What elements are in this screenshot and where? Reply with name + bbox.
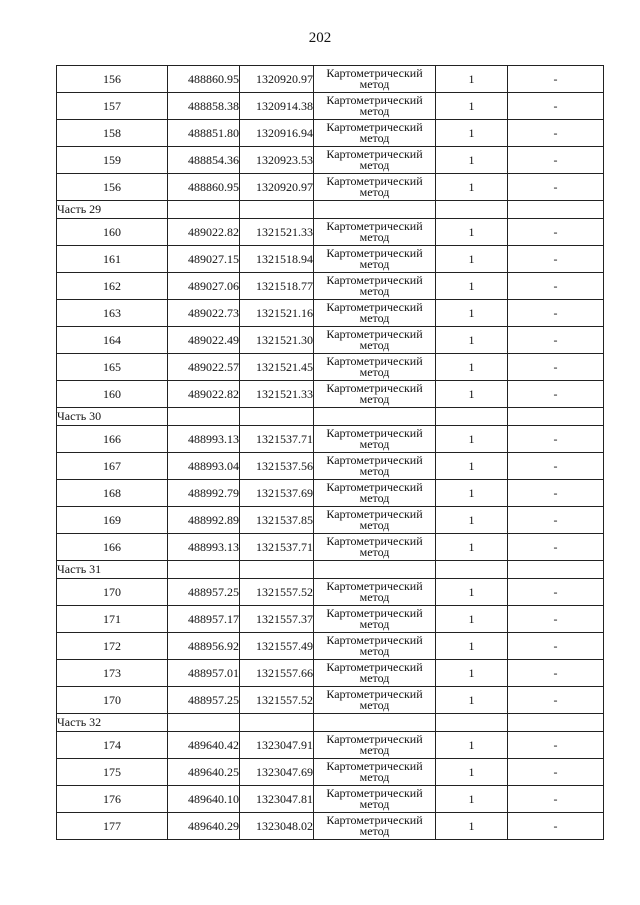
description-cell: - [508, 300, 604, 327]
method-line1: Картометрический [326, 579, 423, 593]
method-cell [314, 507, 436, 534]
method-line2: метод [359, 518, 390, 532]
point-number-cell: 159 [57, 147, 168, 174]
y-coordinate-cell: 1321521.33 [240, 219, 314, 246]
y-coordinate-cell: 1321557.49 [240, 633, 314, 660]
method-line1: Картометрический [326, 147, 423, 161]
y-coordinate-cell: 1323048.02 [240, 813, 314, 840]
y-coordinate-cell: 1320916.94 [240, 120, 314, 147]
method-line1: Картометрический [326, 507, 423, 521]
method-line1: Картометрический [326, 534, 423, 548]
empty-cell [314, 408, 436, 426]
page-number: 202 [308, 30, 332, 46]
empty-cell [168, 714, 240, 732]
description-cell: - [508, 120, 604, 147]
x-coordinate-cell: 489640.42 [168, 732, 240, 759]
method-line1: Картометрический [326, 381, 423, 395]
method-line1: Картометрический [326, 759, 423, 773]
x-coordinate-cell: 488957.17 [168, 606, 240, 633]
description-cell: - [508, 219, 604, 246]
point-number-cell: 160 [57, 381, 168, 408]
accuracy-cell: 1 [436, 660, 508, 687]
method-line2: метод [359, 365, 390, 379]
description-cell: - [508, 786, 604, 813]
accuracy-cell: 1 [436, 66, 508, 93]
table-row [57, 174, 604, 201]
description-cell: - [508, 246, 604, 273]
part-label: Часть 31 [57, 561, 168, 579]
method-line1: Картометрический [326, 93, 423, 107]
x-coordinate-cell: 489640.29 [168, 813, 240, 840]
method-line1: Картометрический [326, 273, 423, 287]
method-line2: метод [359, 230, 390, 244]
y-coordinate-cell: 1321521.33 [240, 381, 314, 408]
empty-cell [436, 714, 508, 732]
method-line2: метод [359, 284, 390, 298]
method-cell [314, 219, 436, 246]
table-row [57, 732, 604, 759]
method-cell [314, 147, 436, 174]
table-row [57, 813, 604, 840]
y-coordinate-cell: 1321537.71 [240, 426, 314, 453]
method-cell [314, 579, 436, 606]
description-cell: - [508, 93, 604, 120]
empty-cell [168, 408, 240, 426]
method-cell [314, 381, 436, 408]
table-row [57, 453, 604, 480]
table-row [57, 426, 604, 453]
method-line2: метод [359, 185, 390, 199]
method-line2: метод [359, 257, 390, 271]
x-coordinate-cell: 489022.49 [168, 327, 240, 354]
accuracy-cell: 1 [436, 687, 508, 714]
accuracy-cell: 1 [436, 93, 508, 120]
accuracy-cell: 1 [436, 147, 508, 174]
x-coordinate-cell: 489022.82 [168, 381, 240, 408]
accuracy-cell: 1 [436, 759, 508, 786]
point-number-cell: 158 [57, 120, 168, 147]
empty-cell [508, 714, 604, 732]
y-coordinate-cell: 1320920.97 [240, 66, 314, 93]
point-number-cell: 164 [57, 327, 168, 354]
y-coordinate-cell: 1323047.81 [240, 786, 314, 813]
method-cell [314, 786, 436, 813]
method-line2: метод [359, 158, 390, 172]
table-row [57, 66, 604, 93]
x-coordinate-cell: 489027.15 [168, 246, 240, 273]
description-cell: - [508, 633, 604, 660]
accuracy-cell: 1 [436, 426, 508, 453]
description-cell: - [508, 534, 604, 561]
point-number-cell: 165 [57, 354, 168, 381]
method-line1: Картометрический [326, 426, 423, 440]
table-row [57, 120, 604, 147]
method-line1: Картометрический [326, 813, 423, 827]
method-cell [314, 174, 436, 201]
table-row [57, 507, 604, 534]
accuracy-cell: 1 [436, 273, 508, 300]
y-coordinate-cell: 1320920.97 [240, 174, 314, 201]
table-row [57, 354, 604, 381]
point-number-cell: 166 [57, 534, 168, 561]
accuracy-cell: 1 [436, 480, 508, 507]
empty-cell [168, 561, 240, 579]
method-line1: Картометрический [326, 606, 423, 620]
point-number-cell: 157 [57, 93, 168, 120]
coordinates-table [56, 65, 604, 840]
x-coordinate-cell: 488851.80 [168, 120, 240, 147]
point-number-cell: 168 [57, 480, 168, 507]
x-coordinate-cell: 489022.82 [168, 219, 240, 246]
point-number-cell: 172 [57, 633, 168, 660]
description-cell: - [508, 507, 604, 534]
method-line1: Картометрический [326, 732, 423, 746]
description-cell: - [508, 453, 604, 480]
empty-cell [240, 408, 314, 426]
description-cell: - [508, 732, 604, 759]
y-coordinate-cell: 1321557.52 [240, 687, 314, 714]
empty-cell [240, 714, 314, 732]
method-cell [314, 66, 436, 93]
method-line2: метод [359, 437, 390, 451]
description-cell: - [508, 579, 604, 606]
table-row [57, 300, 604, 327]
y-coordinate-cell: 1321521.30 [240, 327, 314, 354]
method-cell [314, 273, 436, 300]
accuracy-cell: 1 [436, 534, 508, 561]
method-cell [314, 687, 436, 714]
description-cell: - [508, 327, 604, 354]
description-cell: - [508, 174, 604, 201]
x-coordinate-cell: 489640.10 [168, 786, 240, 813]
y-coordinate-cell: 1321537.56 [240, 453, 314, 480]
x-coordinate-cell: 488860.95 [168, 174, 240, 201]
table-row [57, 480, 604, 507]
empty-cell [508, 201, 604, 219]
accuracy-cell: 1 [436, 507, 508, 534]
description-cell: - [508, 660, 604, 687]
x-coordinate-cell: 488957.25 [168, 579, 240, 606]
method-line1: Картометрический [326, 786, 423, 800]
method-cell [314, 120, 436, 147]
method-line2: метод [359, 545, 390, 559]
part-header-row [57, 561, 604, 579]
table-row [57, 633, 604, 660]
table-row [57, 381, 604, 408]
method-cell [314, 633, 436, 660]
y-coordinate-cell: 1320923.53 [240, 147, 314, 174]
method-line1: Картометрический [326, 66, 423, 80]
method-line1: Картометрический [326, 219, 423, 233]
table-row [57, 759, 604, 786]
empty-cell [314, 561, 436, 579]
point-number-cell: 160 [57, 219, 168, 246]
method-cell [314, 354, 436, 381]
description-cell: - [508, 381, 604, 408]
table-row [57, 660, 604, 687]
accuracy-cell: 1 [436, 300, 508, 327]
x-coordinate-cell: 488854.36 [168, 147, 240, 174]
point-number-cell: 175 [57, 759, 168, 786]
part-header-row [57, 714, 604, 732]
description-cell: - [508, 66, 604, 93]
accuracy-cell: 1 [436, 219, 508, 246]
method-line2: метод [359, 311, 390, 325]
method-cell [314, 93, 436, 120]
point-number-cell: 170 [57, 579, 168, 606]
y-coordinate-cell: 1321521.45 [240, 354, 314, 381]
y-coordinate-cell: 1321518.94 [240, 246, 314, 273]
method-line2: метод [359, 131, 390, 145]
point-number-cell: 169 [57, 507, 168, 534]
part-header-row [57, 201, 604, 219]
y-coordinate-cell: 1320914.38 [240, 93, 314, 120]
table-row [57, 534, 604, 561]
empty-cell [240, 201, 314, 219]
x-coordinate-cell: 488957.25 [168, 687, 240, 714]
y-coordinate-cell: 1321557.52 [240, 579, 314, 606]
description-cell: - [508, 354, 604, 381]
point-number-cell: 174 [57, 732, 168, 759]
table-row [57, 147, 604, 174]
table-row [57, 786, 604, 813]
point-number-cell: 156 [57, 66, 168, 93]
y-coordinate-cell: 1321521.16 [240, 300, 314, 327]
table-row [57, 606, 604, 633]
accuracy-cell: 1 [436, 786, 508, 813]
table-row [57, 219, 604, 246]
y-coordinate-cell: 1323047.69 [240, 759, 314, 786]
method-line2: метод [359, 617, 390, 631]
x-coordinate-cell: 488992.89 [168, 507, 240, 534]
method-cell [314, 426, 436, 453]
method-cell [314, 453, 436, 480]
accuracy-cell: 1 [436, 579, 508, 606]
x-coordinate-cell: 488993.04 [168, 453, 240, 480]
y-coordinate-cell: 1321537.85 [240, 507, 314, 534]
description-cell: - [508, 147, 604, 174]
method-line2: метод [359, 644, 390, 658]
accuracy-cell: 1 [436, 354, 508, 381]
method-line1: Картометрический [326, 120, 423, 134]
x-coordinate-cell: 489027.06 [168, 273, 240, 300]
method-line1: Картометрический [326, 660, 423, 674]
accuracy-cell: 1 [436, 381, 508, 408]
method-line2: метод [359, 671, 390, 685]
x-coordinate-cell: 488956.92 [168, 633, 240, 660]
point-number-cell: 173 [57, 660, 168, 687]
point-number-cell: 176 [57, 786, 168, 813]
method-line2: метод [359, 464, 390, 478]
x-coordinate-cell: 489640.25 [168, 759, 240, 786]
method-cell [314, 327, 436, 354]
method-line2: метод [359, 770, 390, 784]
point-number-cell: 171 [57, 606, 168, 633]
accuracy-cell: 1 [436, 606, 508, 633]
empty-cell [168, 201, 240, 219]
description-cell: - [508, 273, 604, 300]
method-line1: Картометрический [326, 327, 423, 341]
table-row [57, 579, 604, 606]
point-number-cell: 161 [57, 246, 168, 273]
table-row [57, 93, 604, 120]
method-line1: Картометрический [326, 246, 423, 260]
point-number-cell: 166 [57, 426, 168, 453]
coordinates-table-body [57, 66, 604, 840]
method-cell [314, 480, 436, 507]
y-coordinate-cell: 1323047.91 [240, 732, 314, 759]
accuracy-cell: 1 [436, 327, 508, 354]
accuracy-cell: 1 [436, 732, 508, 759]
table-row [57, 273, 604, 300]
x-coordinate-cell: 489022.73 [168, 300, 240, 327]
method-line1: Картометрический [326, 174, 423, 188]
method-line2: метод [359, 392, 390, 406]
empty-cell [436, 201, 508, 219]
description-cell: - [508, 606, 604, 633]
description-cell: - [508, 759, 604, 786]
accuracy-cell: 1 [436, 813, 508, 840]
x-coordinate-cell: 488957.01 [168, 660, 240, 687]
method-line2: метод [359, 797, 390, 811]
point-number-cell: 162 [57, 273, 168, 300]
accuracy-cell: 1 [436, 174, 508, 201]
empty-cell [314, 201, 436, 219]
x-coordinate-cell: 489022.57 [168, 354, 240, 381]
table-row [57, 687, 604, 714]
method-line2: метод [359, 698, 390, 712]
table-row [57, 327, 604, 354]
table-row [57, 246, 604, 273]
method-cell [314, 300, 436, 327]
y-coordinate-cell: 1321537.71 [240, 534, 314, 561]
accuracy-cell: 1 [436, 453, 508, 480]
x-coordinate-cell: 488860.95 [168, 66, 240, 93]
method-cell [314, 246, 436, 273]
method-line1: Картометрический [326, 480, 423, 494]
empty-cell [436, 408, 508, 426]
part-label: Часть 32 [57, 714, 168, 732]
accuracy-cell: 1 [436, 633, 508, 660]
empty-cell [314, 714, 436, 732]
part-label: Часть 30 [57, 408, 168, 426]
empty-cell [508, 561, 604, 579]
point-number-cell: 163 [57, 300, 168, 327]
method-line2: метод [359, 104, 390, 118]
y-coordinate-cell: 1321518.77 [240, 273, 314, 300]
empty-cell [508, 408, 604, 426]
method-cell [314, 732, 436, 759]
empty-cell [436, 561, 508, 579]
part-header-row [57, 408, 604, 426]
x-coordinate-cell: 488993.13 [168, 426, 240, 453]
method-line1: Картометрический [326, 633, 423, 647]
y-coordinate-cell: 1321537.69 [240, 480, 314, 507]
x-coordinate-cell: 488993.13 [168, 534, 240, 561]
point-number-cell: 170 [57, 687, 168, 714]
point-number-cell: 156 [57, 174, 168, 201]
method-line2: метод [359, 824, 390, 838]
method-line1: Картометрический [326, 300, 423, 314]
method-line2: метод [359, 491, 390, 505]
accuracy-cell: 1 [436, 120, 508, 147]
description-cell: - [508, 426, 604, 453]
method-cell [314, 660, 436, 687]
method-line2: метод [359, 77, 390, 91]
method-cell [314, 534, 436, 561]
description-cell: - [508, 813, 604, 840]
method-cell [314, 813, 436, 840]
y-coordinate-cell: 1321557.37 [240, 606, 314, 633]
method-line1: Картометрический [326, 453, 423, 467]
y-coordinate-cell: 1321557.66 [240, 660, 314, 687]
method-line1: Картометрический [326, 687, 423, 701]
method-cell [314, 759, 436, 786]
part-label: Часть 29 [57, 201, 168, 219]
method-line2: метод [359, 590, 390, 604]
description-cell: - [508, 687, 604, 714]
x-coordinate-cell: 488858.38 [168, 93, 240, 120]
method-line2: метод [359, 743, 390, 757]
x-coordinate-cell: 488992.79 [168, 480, 240, 507]
method-cell [314, 606, 436, 633]
description-cell: - [508, 480, 604, 507]
empty-cell [240, 561, 314, 579]
point-number-cell: 167 [57, 453, 168, 480]
method-line2: метод [359, 338, 390, 352]
point-number-cell: 177 [57, 813, 168, 840]
method-line1: Картометрический [326, 354, 423, 368]
accuracy-cell: 1 [436, 246, 508, 273]
